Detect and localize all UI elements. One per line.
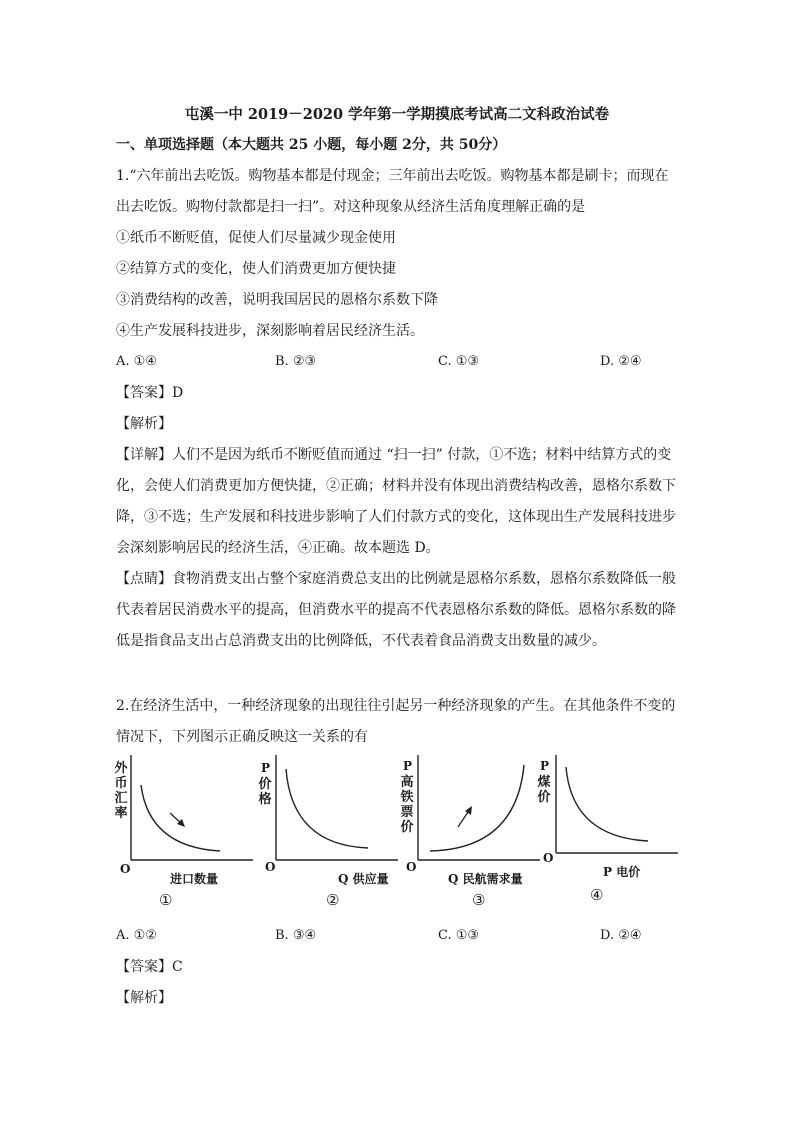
- graph-2-number: ②: [326, 891, 340, 909]
- q2-stem-line-1: 2.在经济生活中，一种经济现象的出现往往引起另一种经济现象的产生。在其他条件不变的: [116, 698, 676, 714]
- graph-1-curve: [141, 785, 220, 851]
- q1-detail-line-3: 降，③不选；生产发展和科技进步影响了人们付款方式的变化，这体现出生产发展科技进步: [116, 509, 676, 525]
- graph-4-ylabel-p: P: [540, 759, 550, 773]
- q1-statement-4: ④生产发展科技进步，深刻影响着居民经济生活。: [116, 323, 424, 339]
- graph-3-ylabel: 高 铁 票 价: [400, 775, 414, 835]
- page-title: 屯溪一中 2019－2020 学年第一学期摸底考试高二文科政治试卷: [184, 106, 610, 123]
- q2-option-a: A. ①②: [116, 928, 157, 943]
- q1-detail-line-4: 会深刻影响居民的经济生活，④正确。故本题选 D。: [116, 540, 440, 556]
- q1-tip-line-1: 【点睛】食物消费支出占整个家庭消费总支出的比例就是恩格尔系数，恩格尔系数降低一般: [116, 571, 676, 587]
- q1-detail-line-1: 【详解】人们不是因为纸币不断贬值而通过 “扫一扫” 付款，①不选；材料中结算方式的变: [116, 447, 672, 463]
- q1-tip-line-2: 代表着居民消费水平的提高，但消费水平的提高不代表恩格尔系数的降低。恩格尔系数的降: [116, 602, 676, 618]
- q2-answer: 【答案】C: [116, 959, 183, 975]
- graph-1-number: ①: [159, 891, 173, 909]
- graph-3-ylabel-p: P: [403, 759, 413, 773]
- graph-1-plot: [125, 755, 255, 875]
- q1-stem-line-2: 出去吃饭。购物付款都是扫一扫”。对这种现象从经济生活角度理解正确的是: [116, 199, 586, 215]
- q2-option-b: B. ③④: [275, 928, 317, 943]
- graph-2-ylabel: 价 格: [258, 777, 272, 807]
- q1-answer: 【答案】D: [116, 385, 184, 401]
- graph-2-ylabel-p: P: [261, 761, 271, 775]
- graph-1-origin: O: [120, 862, 131, 876]
- graph-3-arrowhead: [465, 806, 472, 815]
- q1-statement-1: ①纸币不断贬值，促使人们尽量减少现金使用: [116, 230, 396, 246]
- q2-graphs: [110, 755, 690, 915]
- section-heading: 一、单项选择题（本大题共 25 小题，每小题 2分，共 50分）: [116, 137, 507, 153]
- graph-4-number: ④: [590, 886, 604, 904]
- q2-analysis: 【解析】: [116, 990, 172, 1006]
- graph-3-xlabel: Q 民航需求量: [448, 872, 523, 886]
- graph-3-number: ③: [472, 891, 486, 909]
- q1-stem-line-1: 1.“六年前出去吃饭。购物基本都是付现金；三年前出去吃饭。购物基本都是刷卡；而现在: [116, 168, 669, 184]
- q2-option-d: D. ②④: [600, 928, 642, 943]
- graph-1-ylabel: 外 币 汇 率: [114, 761, 128, 821]
- graph-1-xlabel: 进口数量: [170, 872, 219, 886]
- graph-2-curve: [286, 769, 368, 848]
- q1-tip-line-3: 低是指食品支出占总消费支出的比例降低，不代表着食品消费支出数量的减少。: [116, 633, 606, 649]
- q2-stem-line-2: 情况下，下列图示正确反映这一关系的有: [116, 729, 368, 745]
- graph-3-origin: O: [406, 860, 417, 874]
- graph-4-xlabel: P 电价: [603, 865, 641, 879]
- graph-3-curve: [430, 765, 524, 851]
- q1-statement-2: ②结算方式的变化，使人们消费更加方便快捷: [116, 261, 396, 277]
- graph-2-xlabel: Q 供应量: [338, 872, 389, 886]
- graph-2-origin: O: [265, 860, 276, 874]
- q1-option-d: D. ②④: [600, 354, 642, 369]
- q1-detail-line-2: 化，会使人们消费更加方便快捷，②正确；材料并没有体现出消费结构改善，恩格尔系数下: [116, 478, 676, 494]
- graph-2-plot: [270, 755, 400, 875]
- graph-4-ylabel: 煤 价: [537, 775, 551, 805]
- q1-option-b: B. ②③: [275, 354, 317, 369]
- graph-4-plot: [550, 755, 680, 865]
- q1-option-a: A. ①④: [116, 354, 157, 369]
- q1-statement-3: ③消费结构的改善，说明我国居民的恩格尔系数下降: [116, 292, 438, 308]
- q1-analysis: 【解析】: [116, 416, 172, 432]
- graph-3-plot: [412, 755, 542, 875]
- q2-option-c: C. ①③: [438, 928, 480, 943]
- graph-4-origin: O: [543, 851, 554, 865]
- q1-option-c: C. ①③: [438, 354, 480, 369]
- graph-4-curve: [566, 767, 648, 841]
